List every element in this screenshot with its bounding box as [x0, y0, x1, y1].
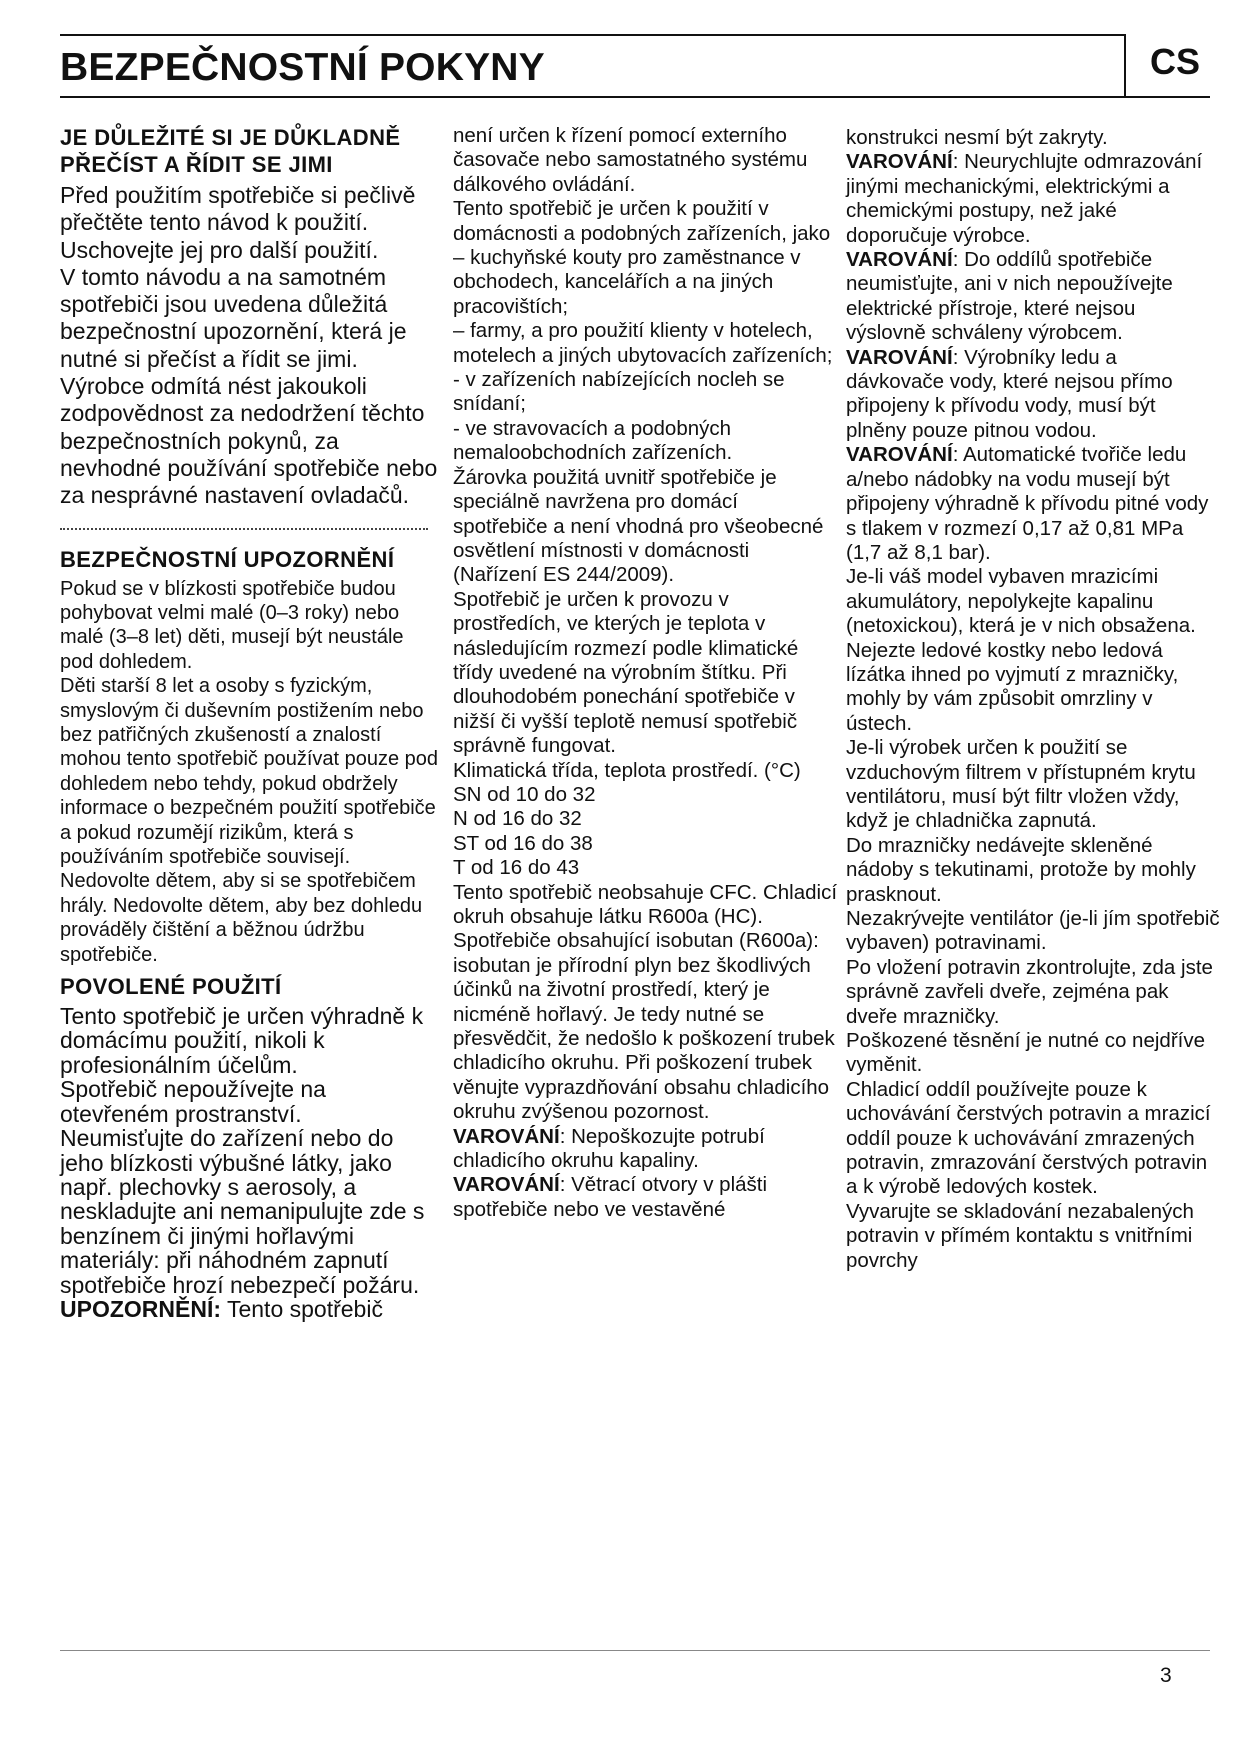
warning-text: : Nepoškozujte potrubí chladicího okruhu kapaliny. — [453, 1124, 765, 1173]
warning-paragraph-piping — [453, 1125, 837, 1174]
continuation-paragraph: konstrukci nesmí být zakryty. — [846, 126, 1108, 149]
header-divider — [1124, 34, 1126, 96]
storage-paragraph: Je-li váš model vybaven mrazicími akumulátory, nepolykejte kapalinu (netoxickou), která je v nich obsažena. Nejezte ledové kostky nebo ledová lízátka ihned po vyjmutí z mrazničky, mohly by vám způsobit omrzliny v ústech. Je-li výrobek určen k použití se vzduchovým filtrem v přístupném krytu ventilátoru, musí být filtr vložen vždy, když je chladnička zapnutá. Do mrazničky nedávejte skleněné nádoby s tekutinami, protože by mohly prasknout. Nezakrývejte ventilátor (je-li jím spotřebič vybaven) potravinami. Po vložení potravin zkontrolujte, zda jste správně zavřeli dveře, zejména pak dveře mrazničky. Poškozené těsnění je nutné co nejdříve vyměnit. Chladicí oddíl používejte pouze k uchovávání čerstvých potravin a mrazicí oddíl pouze k uchovávání zmrazených potravin, zmrazování čerstvých potravin a k výrobě ledových kostek. Vyvarujte se skladování nezabalených potravin v přímém kontaktu s vnitřními povrchy — [846, 565, 1220, 1272]
warning-text: : Neurychlujte odmrazování jinými mechanickými, elektrickými a chemickými postupy, než jaké doporučuje výrobce. — [846, 150, 1203, 247]
footer-rule — [60, 1650, 1210, 1651]
page-title: BEZPEČNOSTNÍ POKYNY — [60, 46, 545, 89]
header-top-rule — [60, 34, 1124, 36]
column-3 — [846, 126, 1220, 1273]
warning-text: : Větrací otvory v plášti spotřebiče nebo ve vestavěné — [453, 1173, 768, 1221]
warning-text: : Výrobníky ledu a dávkovače vody, které nejsou přímo připojeny k přívodu vody, musí být plněny pouze pitnou vodou. — [846, 345, 1173, 442]
warning-text: : Do oddílů spotřebiče neumisťujte, ani v nich nepoužívejte elektrické přístroje, které nejsou výslovně schváleny výrobcem. — [846, 248, 1173, 345]
warning-paragraph-defrost — [846, 150, 1220, 248]
warning-text: : Automatické tvořiče ledu a/nebo nádobky na vodu musejí být připojeny výhradně k přívodu pitné vody s tlakem v rozmezí 0,17 až 0,81 MPa (1,7 až 8,1 bar). — [846, 443, 1209, 564]
warning-paragraph-ice-makers — [846, 346, 1220, 444]
usage-paragraph: není určen k řízení pomocí externího časovače nebo samostatného systému dálkového ovládání. Tento spotřebič je určen k použití v domácnosti a podobných zařízeních, jako – kuchyňské kouty pro zaměstnance v obchodech, kancelářích a na jiných pracovištích; – farmy, a pro použití klienty v hotelech, motelech a jiných ubytovacích zařízeních; - v zařízeních nabízejících nocleh se snídaní; - ve stravovacích a podobných nemaloobchodních zařízeních. Žárovka použitá uvnitř spotřebiče je speciálně navržena pro domácí spotřebiče a není vhodná pro všeobecné osvětlení místnosti v domácnosti (Nařízení ES 244/2009). Spotřebič je určen k provozu v prostředích, ve kterých je teplota v následujícím rozmezí podle klimatické třídy uvedené na výrobním štítku. Při dlouhodobém ponechání spotřebiče v nižší či vyšší teplotě nemusí spotřebič správně fungovat. Klimatická třída, teplota prostředí. (°C) SN od 10 do 32 N od 16 do 32 ST od 16 do 38 T od 16 do 43 Tento spotřebič neobsahuje CFC. Chladicí okruh obsahuje látku R600a (HC). Spotřebiče obsahující isobutan (R600a): isobutan je přírodní plyn bez škodlivých účinků na životní prostředí, který je nicméně hořlavý. Je tedy nutné se přesvědčit, že nedošlo k poškození trubek chladicího okruhu. Při poškození trubek věnujte vyprazdňování obsahu chladicího okruhu zvýšenou pozornost. — [453, 124, 838, 1124]
notice-paragraph — [60, 1297, 440, 1321]
notice-text: Tento spotřebič — [221, 1295, 383, 1322]
warning-label: VAROVÁNÍ — [846, 248, 953, 272]
dotted-divider — [60, 528, 428, 530]
warning-paragraph-water-supply — [846, 443, 1220, 565]
warning-label: VAROVÁNÍ — [846, 150, 953, 174]
warning-label: VAROVÁNÍ — [453, 1124, 560, 1148]
warning-paragraph-electrical — [846, 248, 1220, 346]
safety-warnings-paragraph: Pokud se v blízkosti spotřebiče budou pohybovat velmi malé (0–3 roky) nebo malé (3–8 let) děti, musejí být neustále pod dohledem. Děti starší 8 let a osoby s fyzickým, smyslovým či duševním postižením nebo bez patřičných zkušeností a znalostí mohou tento spotřebič používat pouze pod dohledem nebo tehdy, pokud obdržely informace o bezpečném použití spotřebiče a pokud rozumějí rizikům, která s používáním spotřebiče souvisejí. Nedovolte dětem, aby si se spotřebičem hrály. Nedovolte dětem, aby bez dohledu prováděly čištění a běžnou údržbu spotřebiče. — [60, 577, 439, 966]
header-bottom-rule — [60, 96, 1210, 98]
section-heading-important: JE DŮLEŽITÉ SI JE DŮKLADNĚ PŘEČÍST A ŘÍDIT SE JIMI — [60, 125, 401, 177]
warning-paragraph-vents — [453, 1173, 837, 1222]
warning-label: VAROVÁNÍ — [453, 1173, 560, 1197]
language-code: CS — [1150, 41, 1201, 82]
warning-label: VAROVÁNÍ — [846, 345, 953, 369]
warning-label: VAROVÁNÍ — [846, 443, 953, 467]
column-2 — [453, 124, 837, 1222]
column-1 — [60, 124, 440, 1321]
page-number: 3 — [1160, 1664, 1172, 1687]
intro-paragraph: Před použitím spotřebiče si pečlivě přečtěte tento návod k použití. Uschovejte jej pro další použití. V tomto návodu a na samotném spotřebiči jsou uvedena důležitá bezpečnostní upozornění, která je nutné si přečíst a řídit se jimi. Výrobce odmítá nést jakoukoli zodpovědnost za nedodržení těchto bezpečnostních pokynů, za nevhodné používání spotřebiče nebo za nesprávné nastavení ovladačů. — [60, 182, 438, 509]
section-heading-safety-warnings: BEZPEČNOSTNÍ UPOZORNĚNÍ — [60, 546, 395, 572]
section-heading-permitted-use: POVOLENÉ POUŽITÍ — [60, 974, 282, 1000]
notice-label: UPOZORNĚNÍ: — [60, 1295, 221, 1322]
permitted-use-paragraph: Tento spotřebič je určen výhradně k domácímu použití, nikoli k profesionálním účelům. Spotřebič nepoužívejte na otevřeném prostranství. Neumisťujte do zařízení nebo do jeho blízkosti výbušné látky, jako např. plechovky s aerosoly, a neskladujte ani nemanipulujte zde s benzínem či jinými hořlavými materiály: při náhodném zapnutí spotřebiče hrozí nebezpečí požáru. — [60, 1003, 425, 1298]
